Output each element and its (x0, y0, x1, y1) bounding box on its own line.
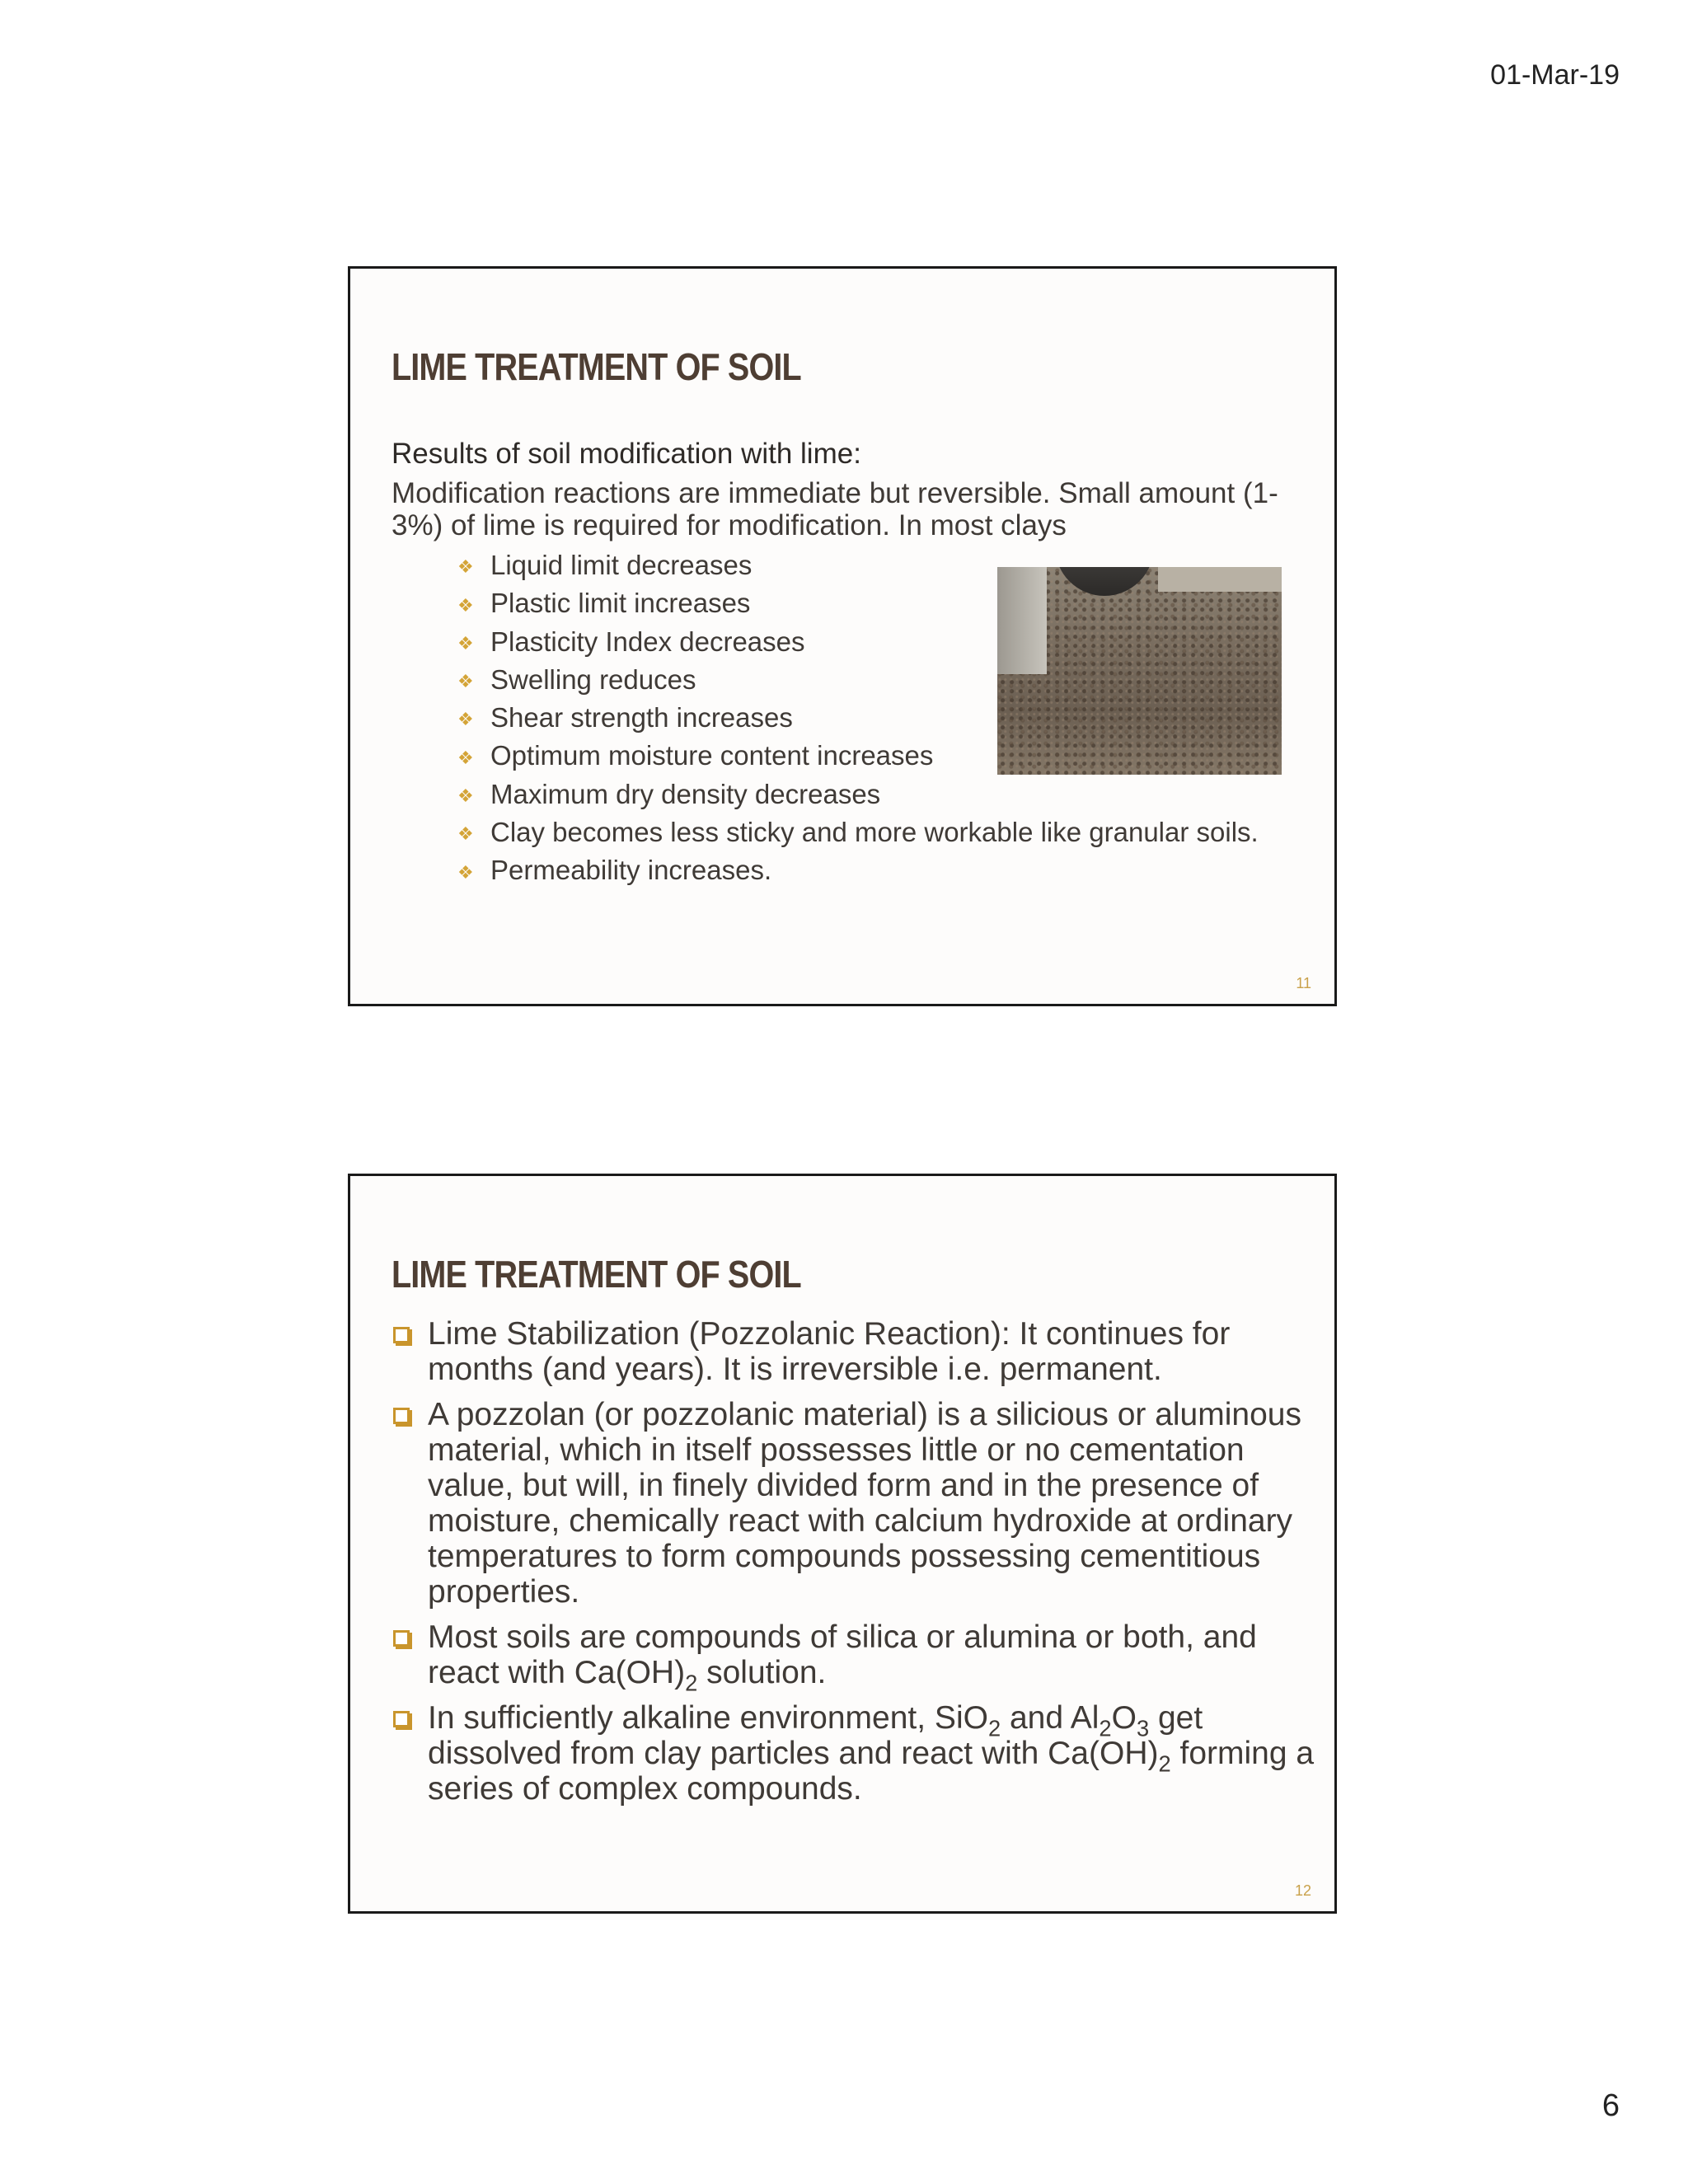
list-item: A pozzolan (or pozzolanic material) is a silicious or aluminous material, which in itself possesses little or no cementation value, but will, in finely divided form and in the presence of moisture, chemically react with calcium hydroxide at ordinary temperatures to form compounds possessing cementitious properties. (392, 1397, 1323, 1610)
diamond-bullet-icon: ❖ (457, 823, 474, 845)
diamond-bullet-icon: ❖ (457, 861, 474, 883)
list-item: ❖ Liquid limit decreases (457, 547, 1259, 585)
list-item: ❖ Clay becomes less sticky and more workable like granular soils. (457, 814, 1259, 852)
diamond-bullet-icon: ❖ (457, 556, 474, 578)
list-item: Lime Stabilization (Pozzolanic Reaction): It continues for months (and years). It is irreversible i.e. permanent. (392, 1316, 1323, 1387)
slide-11 (348, 266, 1337, 1006)
list-item: ❖ Permeability increases. (457, 852, 1259, 890)
page-number: 6 (1601, 2088, 1620, 2123)
list-item: ❖ Maximum dry density decreases (457, 776, 1259, 814)
slide-number: 11 (1296, 975, 1311, 991)
diamond-bullet-icon: ❖ (457, 709, 474, 730)
list-item: ❖ Plasticity Index decreases (457, 624, 1259, 662)
slide-12 (348, 1174, 1337, 1914)
square-bullet-icon (393, 1408, 410, 1424)
list-item: ❖ Optimum moisture content increases (457, 738, 1259, 776)
pozzolanic-list (392, 1316, 1323, 1816)
soil-photo (997, 567, 1282, 775)
tire-image (1055, 567, 1154, 596)
square-bullet-icon (393, 1711, 410, 1727)
list-item: ❖ Shear strength increases (457, 700, 1259, 738)
list-item: Most soils are compounds of silica or alumina or both, and react with $Ca(OH)_2$ solution. (392, 1619, 1323, 1690)
slide-title: LIME TREATMENT OF SOIL (392, 345, 801, 388)
diamond-bullet-icon: ❖ (457, 632, 474, 654)
square-bullet-icon (393, 1327, 410, 1343)
intro-paragraph: Modification reactions are immediate but reversible. Small amount (1-3%) of lime is required for modification. In most clays (392, 477, 1278, 541)
square-bullet-icon (393, 1630, 410, 1647)
diamond-bullet-icon: ❖ (457, 785, 474, 806)
diamond-bullet-icon: ❖ (457, 747, 474, 768)
diamond-bullet-icon: ❖ (457, 594, 474, 616)
list-item: ❖ Swelling reduces (457, 662, 1259, 700)
slide-number: 12 (1294, 1882, 1311, 1899)
list-item: In sufficiently alkaline environment, SiO$_2$ and $Al_2O_3$ get dissolved from clay particles and react with $Ca(OH)_2$ forming a series of complex compounds. (392, 1700, 1323, 1807)
diamond-bullet-icon: ❖ (457, 671, 474, 692)
page-date: 01-Mar-19 (1490, 59, 1620, 91)
section-heading: Results of soil modification with lime: (392, 438, 861, 470)
slide-title: LIME TREATMENT OF SOIL (392, 1253, 801, 1296)
list-item: ❖ Plastic limit increases (457, 585, 1259, 623)
